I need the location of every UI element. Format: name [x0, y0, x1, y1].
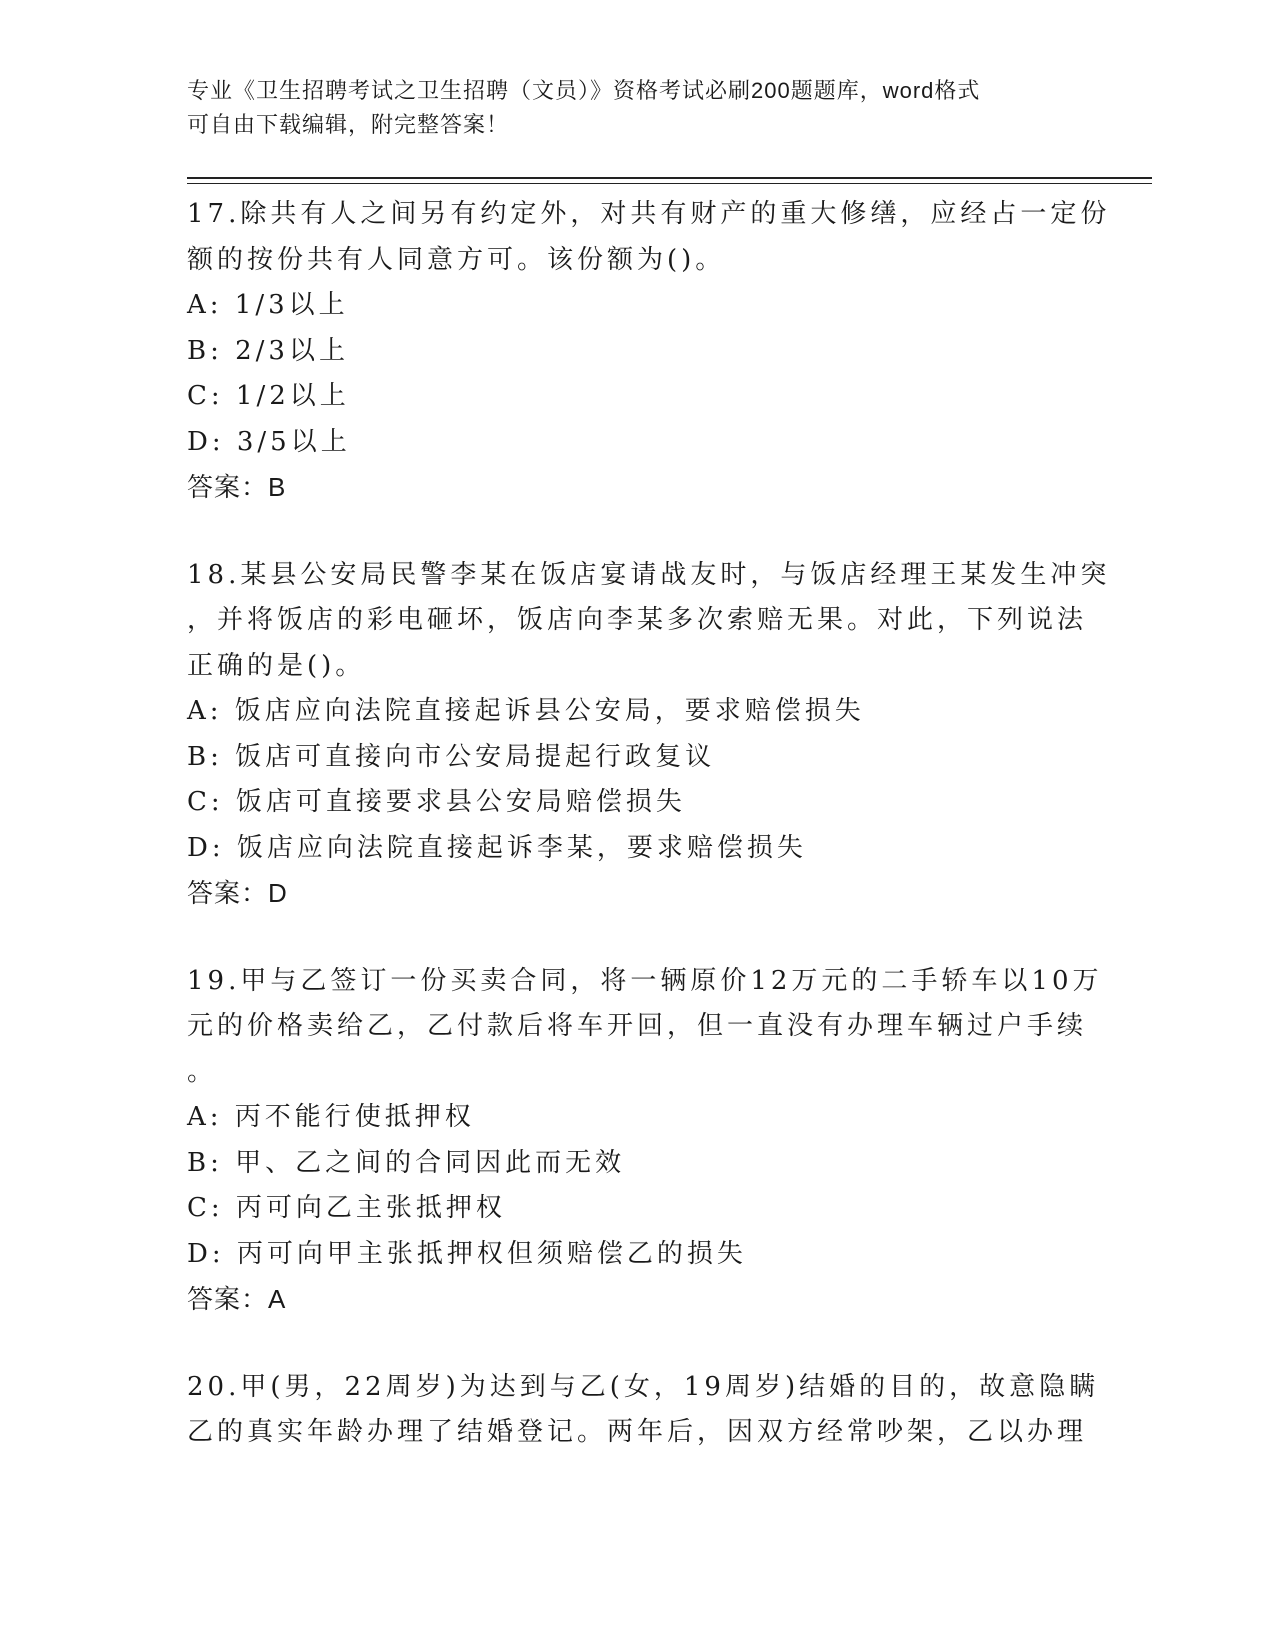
question-text: 19.甲与乙签订一份买卖合同，将一辆原价12万元的二手轿车以10万: [187, 965, 1103, 996]
question-text: 正确的是()。: [187, 650, 366, 681]
header-line-1: 专业《卫生招聘考试之卫生招聘（文员）》资格考试必刷200题题库，word格式: [187, 78, 981, 103]
question-17: [187, 192, 1111, 511]
option-a: A: 饭店应向法院直接起诉县公安局，要求赔偿损失: [187, 696, 865, 726]
answer: 答案：D: [187, 878, 288, 908]
header-line-2: 可自由下载编辑，附完整答案！: [187, 112, 510, 137]
header-divider-thin: [187, 183, 1152, 184]
question-list: [187, 192, 1111, 1498]
question-text: ，并将饭店的彩电砸坏，饭店向李某多次索赔无果。对此，下列说法: [187, 605, 1088, 635]
question-text: 乙的真实年龄办理了结婚登记。两年后，因双方经常吵架，乙以办理: [187, 1417, 1088, 1447]
option-d: D: 丙可向甲主张抵押权但须赔偿乙的损失: [187, 1238, 747, 1269]
question-text: 17.除共有人之间另有约定外，对共有财产的重大修缮，应经占一定份: [187, 199, 1111, 229]
option-a: A: 丙不能行使抵押权: [187, 1102, 475, 1132]
answer: 答案：B: [187, 472, 287, 502]
option-b: B: 饭店可直接向市公安局提起行政复议: [187, 741, 716, 772]
header-divider-thick: [187, 177, 1152, 179]
question-20: [187, 1365, 1100, 1456]
page-header: [187, 74, 1087, 142]
question-text: 。: [187, 1056, 218, 1087]
question-text: 额的按份共有人同意方可。该份额为()。: [187, 244, 726, 275]
option-c: C: 饭店可直接要求县公安局赔偿损失: [187, 787, 686, 817]
question-text: 18.某县公安局民警李某在饭店宴请战友时，与饭店经理王某发生冲突: [187, 559, 1111, 590]
question-18: [187, 553, 1111, 917]
option-c: C: 1/2以上: [187, 381, 350, 411]
option-c: C: 丙可向乙主张抵押权: [187, 1193, 506, 1223]
option-d: D: 饭店应向法院直接起诉李某，要求赔偿损失: [187, 832, 807, 863]
answer: 答案：A: [187, 1284, 287, 1314]
question-19: [187, 959, 1103, 1323]
question-text: 20.甲(男，22周岁)为达到与乙(女，19周岁)结婚的目的，故意隐瞒: [187, 1371, 1100, 1402]
option-b: B: 甲、乙之间的合同因此而无效: [187, 1147, 626, 1178]
option-b: B: 2/3以上: [187, 335, 349, 366]
option-d: D: 3/5以上: [187, 426, 351, 457]
question-text: 元的价格卖给乙，乙付款后将车开回，但一直没有办理车辆过户手续: [187, 1011, 1088, 1041]
option-a: A: 1/3以上: [187, 290, 349, 320]
